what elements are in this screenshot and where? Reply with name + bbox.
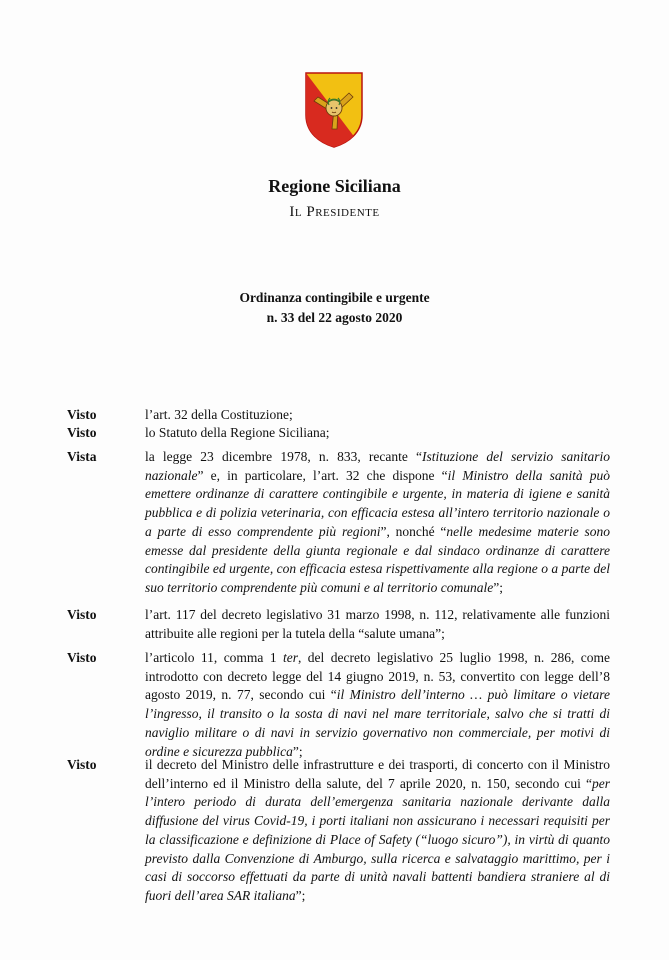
text-run: la legge 23 dicembre 1978, n. 833, recante “: [145, 449, 423, 464]
section-text: [145, 424, 610, 443]
text-run: lo Statuto della Regione Siciliana;: [145, 425, 330, 440]
trinacria-emblem-icon: [304, 71, 364, 149]
page-title: Regione Siciliana: [268, 176, 401, 196]
page-subtitle: Il Presidente: [289, 204, 380, 220]
section-label: Visto: [67, 757, 97, 772]
text-run: ”;: [292, 743, 303, 759]
text-run-italic: il Ministro dell’interno … può limitare o vietare l’ingresso, il transito o la sosta di navi nel mare territoriale, salvo che si tratti di naviglio militare o di navi in servizio governativo non commerciale, per motivi di ordine e sicurezza pubblica: [145, 687, 610, 759]
text-run: ”;: [493, 579, 503, 595]
text-run: ”;: [295, 887, 306, 903]
section-label: Vista: [67, 449, 97, 464]
text-run: il decreto del Ministro delle infrastrutture e dei trasporti, di concerto con il Ministro dell’interno ed il Ministro della salute, del 7 aprile 2020, n. 150, secondo cui “: [145, 757, 610, 791]
section-label: Visto: [67, 407, 97, 422]
ordinance-number: n. 33 del 22 agosto 2020: [266, 310, 403, 325]
section-label: Visto: [67, 425, 97, 440]
section-label: Visto: [67, 650, 97, 665]
text-run-italic: ter: [283, 650, 299, 665]
text-run: l’articolo 11, comma 1: [145, 650, 284, 665]
text-run: ” e, in particolare, l’art. 32 che dispone “: [197, 467, 448, 483]
section-text: [145, 606, 610, 643]
section-text: [145, 756, 610, 906]
text-run-italic: il Ministro della sanità può emettere ordinanze di carattere contingibile e urgente, in materia di igiene e sanità pubblica e di polizia veterinaria, con efficacia estesa all’intero territorio nazionale o a parte di esso comprendente più regioni: [145, 467, 610, 539]
text-run: , del decreto legislativo 25 luglio 1998, n. 286, come introdotto con decreto legge del 14 giugno 2019, n. 53, convertito con legge dell’8 agosto 2019, n. 77, secondo cui “: [145, 650, 610, 703]
text-run: l’art. 32 della Costituzione;: [145, 407, 293, 422]
section-text: [145, 448, 610, 598]
text-run-italic: Istituzione del servizio sanitario nazionale: [145, 449, 610, 483]
text-run-italic: per l’intero periodo di durata dell’emergenza sanitaria nazionale derivante dalla diffusione del virus Covid-19, i porti italiani non assicurano i necessari requisiti per la classificazione e definizione di Place of Safety (“luogo sicuro”), in virtù di quanto previsto dalla Convenzione di Amburgo, sulla ricerca e salvataggio marittimo, per i casi di soccorso effettuati da parte di unità navali battenti bandiera straniere al di fuori dell’area SAR italiana: [145, 775, 610, 903]
text-run: ”, nonché “: [380, 523, 447, 539]
ordinance-title: Ordinanza contingibile e urgente: [239, 290, 430, 305]
section-text: [145, 649, 610, 761]
section-text: [145, 406, 610, 425]
text-run-italic: nelle medesime materie sono emesse dal presidente della giunta regionale e dal sindaco ordinanze di carattere contingibile ed urgente, con efficacia estesa rispettivamente alla regione o a parte del suo territorio comprendente più comuni e al territorio comunale: [145, 523, 611, 595]
text-run: l’art. 117 del decreto legislativo 31 marzo 1998, n. 112, relativamente alle funzioni attribuite alle regioni per la tutela della “salute umana”;: [145, 607, 610, 641]
section-label: Visto: [67, 607, 97, 622]
